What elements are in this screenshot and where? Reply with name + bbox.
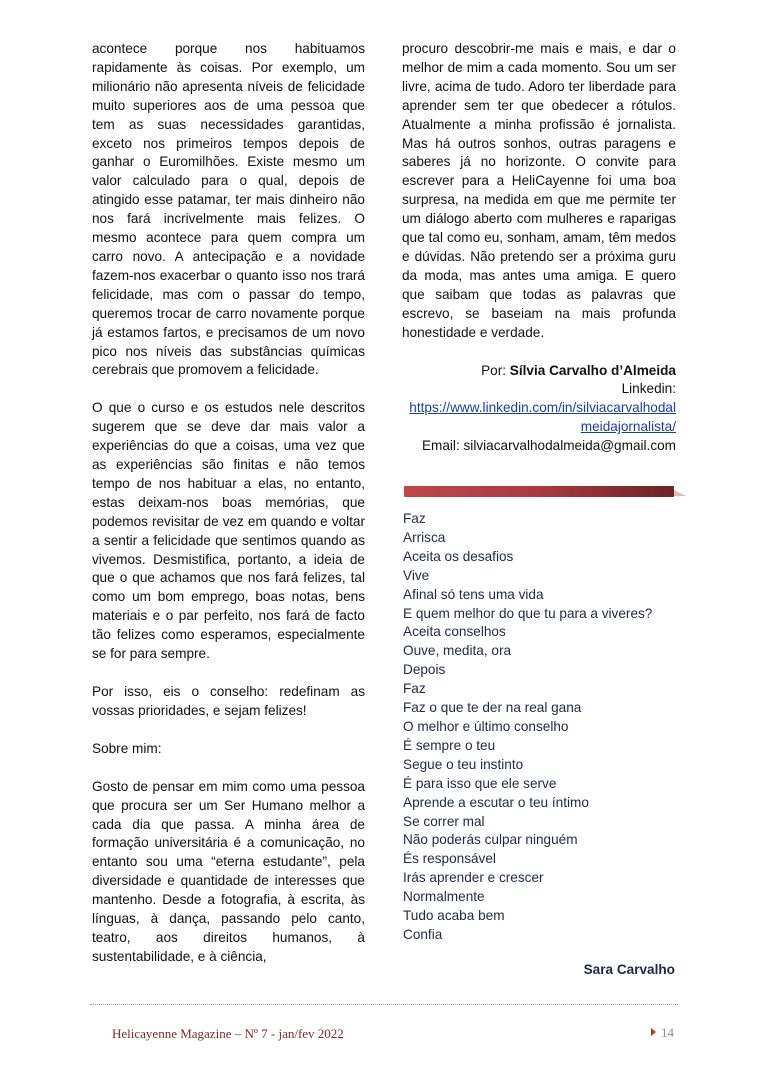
red-divider-bar xyxy=(404,486,678,498)
poem-line: Afinal só tens uma vida xyxy=(403,586,544,602)
article-paragraph: acontece porque nos habituamos rapidamente às coisas. Por exemplo, um milionário não apresenta níveis de felicidade muito superiores aos de uma pessoa que tem as suas necessidades garantidas, exceto nos primeiros tempos depois de ganhar o Euromilhões. Existe mesmo um valor calculado para o qual, depois de atingido esse patamar, ter mais dinheiro não nos fará incrivelmente mais felizes. O mesmo acontece para quem compra um carro novo. A antecipação e a novidade fazem-nos exacerbar o quanto isso nos trará felicidade, mas com o passar do tempo, queremos trocar de carro novamente porque já estamos fartos, e precisamos de um novo pico nos níveis das substâncias químicas cerebrais que promovem a felicidade. xyxy=(92,41,365,378)
poem-line: Aceita os desafios xyxy=(403,548,514,564)
poem-line: Não poderás culpar ninguém xyxy=(403,832,578,848)
page-number xyxy=(651,1025,674,1041)
poem-line: Faz xyxy=(403,681,426,697)
article-paragraph: procuro descobrir-me mais e mais, e dar o melhor de mim a cada momento. Sou um ser livre, acima de tudo. Adoro ter liberdade para aprender sem ter que obedecer a rótulos. Atualmente a minha profissão é jornalista. Mas há outros sonhos, outras paragens e saberes já no horizonte. O convite para escrever para a HeliCayenne foi uma boa surpresa, na medida em que me permite ter um diálogo aberto com mulheres e raparigas que tal como eu, sonham, amam, têm medos e dúvidas. Não pretendo ser a próxima guru da moda, mas antes uma amiga. E quero que saibam que todas as palavras que escrevo, se baseiam na mais profunda honestidade e verdade. xyxy=(402,41,676,340)
footer-magazine-title: Helicayenne Magazine – Nº 7 - jan/fev 2022 xyxy=(112,1026,344,1041)
linkedin-label: Linkedin: xyxy=(621,381,676,397)
poem xyxy=(403,510,677,945)
footer-divider xyxy=(90,1004,678,1005)
byline-author: Sílvia Carvalho d’Almeida xyxy=(509,362,676,378)
poem-line: Se correr mal xyxy=(403,813,485,829)
red-bar-body xyxy=(404,486,674,497)
poem-line: És responsável xyxy=(403,851,496,867)
poem-line: Normalmente xyxy=(403,889,485,905)
left-column xyxy=(92,40,365,967)
poem-author: Sara Carvalho xyxy=(583,962,675,977)
poem-line: É sempre o teu xyxy=(403,737,496,753)
red-bar-tip xyxy=(674,490,686,496)
poem-line: Aprende a escutar o teu íntimo xyxy=(403,794,589,810)
poem-line: Arrisca xyxy=(403,529,446,545)
right-column xyxy=(402,40,676,456)
poem-line: É para isso que ele serve xyxy=(403,775,557,791)
poem-line: Faz xyxy=(403,511,426,526)
poem-line: Vive xyxy=(403,567,430,583)
triangle-right-icon xyxy=(651,1028,656,1036)
article-paragraph: Por isso, eis o conselho: redefinam as vossas prioridades, e sejam felizes! xyxy=(92,684,365,718)
poem-line: Tudo acaba bem xyxy=(403,908,505,924)
linkedin-link[interactable]: https://www.linkedin.com/in/silviacarvalhodalmeidajornalista/ xyxy=(409,400,676,435)
poem-line: E quem melhor do que tu para a viveres? xyxy=(403,605,653,621)
page-number-value: 14 xyxy=(661,1025,674,1040)
section-heading-about-me: Sobre mim: xyxy=(92,740,162,756)
byline-prefix: Por: xyxy=(481,362,510,378)
email-line: Email: silviacarvalhodalmeida@gmail.com xyxy=(421,438,676,454)
article-paragraph: O que o curso e os estudos nele descritos sugerem que se deve dar mais valor a experiências do que a coisas, uma vez que as experiências são finitas e não temos tempo de nos habituar a elas, no entanto, estas deixam-nos boas memórias, que podemos revisitar de vez em quando e voltar a sentir a felicidade que sentimos quando as vivemos. Desmistifica, portanto, a ideia de que o que achamos que nos fará felizes, tal como um bom emprego, boas notas, bens materiais e o par perfeito, nos fará de facto tão felizes como esperamos, especialmente se for para sempre. xyxy=(92,400,365,662)
article-paragraph: Gosto de pensar em mim como uma pessoa que procura ser um Ser Humano melhor a cada dia que passa. A minha área de formação universitária é a comunicação, no entanto sou uma “eterna estudante”, pela diversidade e quantidade de interesses que mantenho. Desde a fotografia, à escrita, às línguas, à dança, passando pelo canto, teatro, aos direitos humanos, à sustentabilidade, e à ciência, xyxy=(92,778,365,964)
poem-line: Depois xyxy=(403,662,446,678)
poem-line: Segue o teu instinto xyxy=(403,756,524,772)
poem-line: Confia xyxy=(403,926,443,942)
poem-line: Aceita conselhos xyxy=(403,624,506,640)
poem-line: Ouve, medita, ora xyxy=(403,643,512,659)
poem-line: Faz o que te der na real gana xyxy=(403,700,582,716)
byline xyxy=(402,362,676,381)
poem-line: Irás aprender e crescer xyxy=(403,870,544,886)
poem-line: O melhor e último conselho xyxy=(403,718,569,734)
